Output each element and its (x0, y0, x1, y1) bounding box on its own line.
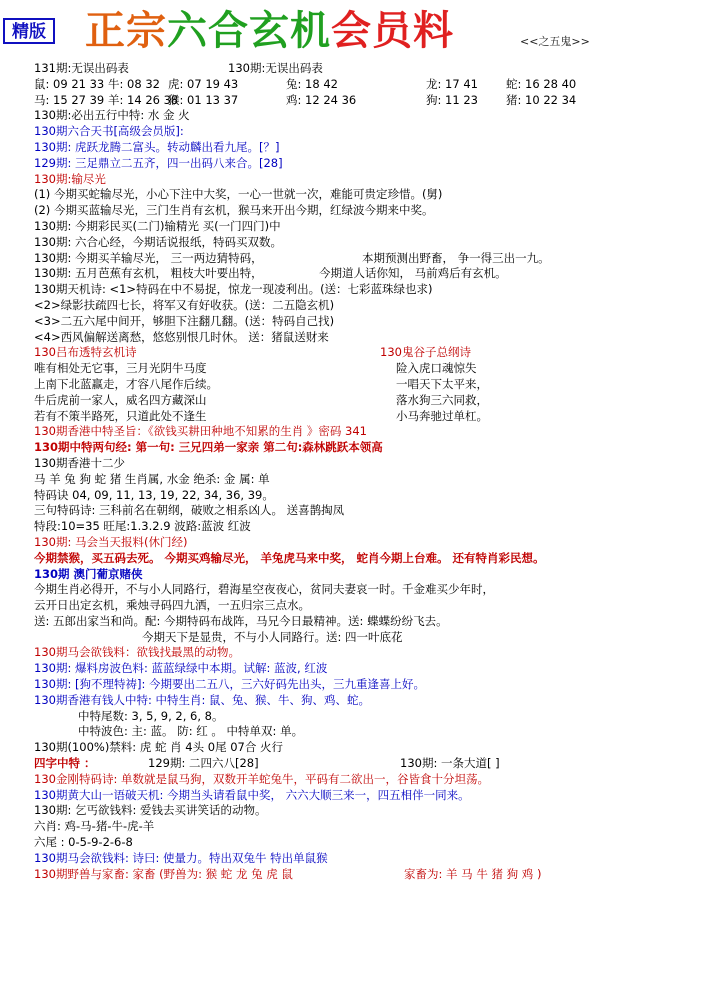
beggar-line: 130期: 乞丐欲钱料: 爱钱去买讲笑话的动物。 (34, 803, 267, 818)
lose-all-line-2: (2) 今期买蓝输尽光，三门生肖有玄机，猴马来开出今期，红绿波今期来中奖。 (34, 203, 434, 218)
lubu-poem-line: 唯有相处无它事，三月光阴牛马度 (34, 361, 207, 376)
five-elements-line: 130期:必出五行中特: 水 金 火 (34, 108, 190, 123)
three-line-poem: 三句特码诗: 三科前名在朝纲，破败之相系凶人。 送喜鹊掏凤 (34, 503, 345, 518)
banana-line: 130期: 五月芭蕉有玄机， 粗枝大叶要出特， 今期道人话你知， 马前鸡后有玄机。 (34, 266, 507, 281)
jockey-poem-line: 130期马会欲钱料: 诗曰: 使量力。特出双兔牛 特出单鼠猴 (34, 850, 328, 865)
macau-line-3: 送: 五郎出家当和尚。配: 今期特码布战阵，马兄今日最精神。送: 蝶蝶纷纷飞去。 (34, 613, 448, 628)
sheep-line: 130期: 今期买羊输尽光， 三一两边猜特码， 本期预测出野畜， 争一得三出一九。 (34, 250, 550, 265)
poem-line (34, 377, 698, 393)
zodiac-cell: 猴: 01 13 37 (168, 92, 239, 107)
poem-line (34, 361, 698, 377)
two-sentence-sutra: 130期中特两句经: 第一句: 三兄四弟一家亲 第二句:森林跳跃本领高 (34, 440, 383, 455)
vajra-poem-line: 130金刚特码诗: 单数就是鼠马狗，双数开羊蛇兔牛，平码有二欲出一，谷皆食十分坦荡。 (34, 771, 489, 786)
six-zodiac-line: 六肖: 鸡-马-猪-牛-虎-羊 (34, 819, 155, 834)
macau-heading: 130期 澳门葡京赌侠 (34, 566, 143, 581)
lubu-poem-line: 上南下北蓝赢走，才容八尾作后续。 (34, 376, 218, 391)
tianshu-129: 129期: 三足鼎立二五齐，四一出码八来合。[28] (34, 155, 283, 170)
macau-line-4: 今期天下是显贵，不与小人同路行。送: 四一叶底花 (142, 629, 403, 644)
premium-badge: 精版 (3, 18, 55, 44)
poem-block (34, 361, 698, 424)
macau-line-2: 云开日出定玄机，乘烛寻码四九洒，一五归宗三点水。 (34, 598, 310, 613)
poem-line (34, 409, 698, 425)
tianshu-130: 130期: 虎跃龙腾二富头。转动麟出看九尾。[？] (34, 139, 280, 154)
content-body (34, 61, 698, 882)
lubu-poem-line: 若有不策半路死，只道此处不逢生 (34, 408, 207, 423)
lose-all-heading: 130期:输尽光 (34, 171, 106, 186)
four-char-line: 四字中特 ： 129期: 二四六八[28] 130期: 一条大道[ ] (34, 756, 500, 771)
liuhe-tianshu-heading: 130期六合天书[高级会员版]: (34, 124, 184, 139)
heaven-poem-4: <4>西风偏解送离愁，悠悠别恨几时休。 送：猪鼠送财来 (34, 329, 329, 344)
title-char: 合 (208, 7, 249, 54)
title-char: 员 (372, 7, 413, 54)
jockey-money-line: 130期马会欲钱料：欲钱找最黑的动物。 (34, 645, 240, 660)
heaven-poem-2: <2>绿影扶疏四七长，将军又有好收获。(送：二五隐玄机) (34, 297, 335, 312)
rich-man-line: 130期香港有钱人中特: 中特生肖: 鼠、兔、猴、牛、狗、鸡、蛇。 (34, 692, 371, 707)
zodiac-cell: 狗: 11 23 (426, 92, 478, 107)
title-char: 会 (331, 7, 372, 54)
zodiac-row-2 (34, 93, 698, 109)
title-char: 宗 (126, 7, 167, 54)
poem-headings (34, 345, 698, 361)
zodiac-cell: 猪: 10 22 34 (506, 92, 577, 107)
zodiac-cell: 羊: 14 26 38 (108, 92, 179, 107)
xiumen-text: 今期禁猴，买五码去死。 今期买鸡输尽光， 羊兔虎马来中奖， 蛇肖今期上台难。 还有特肖彩民想。 (34, 550, 545, 565)
guiguzi-poem-line: 小马奔驰过单杠。 (396, 408, 488, 423)
hk-twelve-heading: 130期香港十二少 (34, 455, 125, 470)
zodiac-cell: 兔: 18 42 (286, 76, 338, 91)
gou-buli-line: 130期: [狗不理特祷]: 今期要出二五八，三六好码先出头，三九重逢喜上好。 (34, 677, 425, 692)
title-char: 玄 (249, 7, 290, 54)
beast-livestock-line: 130期野兽与家畜: 家畜 (野兽为: 猴 蛇 龙 兔 虎 鼠 家畜为: 羊 马 牛 猪 狗 鸡 ) (34, 866, 542, 881)
color-wave-line: 130期: 爆料房波色料: 蓝蓝绿绿中本期。试解: 蓝波, 红波 (34, 661, 328, 676)
tail-numbers-line: 中特尾数: 3, 5, 9, 2, 6, 8。 (78, 708, 224, 723)
guiguzi-poem-heading: 130鬼谷子总纲诗 (380, 345, 471, 360)
special-code-formula: 特码诀 04, 09, 11, 13, 19, 22, 34, 36, 39。 (34, 487, 274, 502)
hk-twelve-zodiac: 马 羊 兔 狗 蛇 猪 生肖属, 水金 绝杀: 金 属: 单 (34, 471, 270, 486)
zodiac-cell: 龙: 17 41 (426, 76, 478, 91)
code-table-131-label: 131期:无误出码表 (34, 61, 129, 75)
code-table-header (34, 61, 698, 77)
title-char: 六 (167, 7, 208, 54)
lubu-poem-line: 牛后虎前一家人，威名四方藏深山 (34, 392, 207, 407)
zodiac-cell: 蛇: 16 28 40 (506, 76, 577, 91)
edition-tag: <<之五鬼>> (520, 35, 590, 48)
zodiac-cell: 马: 15 27 39 (34, 92, 105, 107)
six-tail-line: 六尾 : 0-5-9-2-6-8 (34, 835, 133, 850)
guiguzi-poem-line: 一唱天下太平来， (396, 376, 488, 391)
code-table-130-label: 130期:无误出码表 (228, 61, 323, 75)
lottery-gate-line: 130期: 今期彩民买(二门)输精光 买(一门四门)中 (34, 218, 281, 233)
macau-line-1: 今期生肖必得开，不与小人同路行，碧海星空夜夜心，贫同夫妻哀一时。千金难买少年时， (34, 582, 494, 597)
huang-dashan-line: 130期黄大山一语破天机: 今期当头请看鼠中奖， 六六大顺三来一，四五相伴一同来。 (34, 787, 470, 802)
heaven-poem-1: 130期天机诗: <1>特码在中不易捉，惊龙一现凌利出。(送：七彩蓝珠绿也求) (34, 282, 433, 297)
zodiac-cell: 牛: 08 32 (108, 76, 160, 91)
guiguzi-poem-line: 落水狗三六同救， (396, 392, 488, 407)
poem-line (34, 393, 698, 409)
special-segment: 特段:10=35 旺尾:1.3.2.9 波路:蓝波 红波 (34, 519, 251, 534)
banned-line: 130期(100%)禁料: 虎 蛇 肖 4头 0尾 07合 火行 (34, 740, 284, 755)
zodiac-row-1 (34, 77, 698, 93)
heart-sutra-line: 130期: 六合心经，今期话说报纸，特码买双数。 (34, 234, 282, 249)
wave-color-line: 中特波色: 主: 蓝。 防: 红 。 中特单双: 单。 (78, 724, 304, 739)
lubu-poem-heading: 130吕布透特玄机诗 (34, 345, 137, 360)
hk-edict: 130期香港中特圣旨：《欲钱买耕田种地不知累的生肖 》密码 341 (34, 424, 367, 439)
title-char: 机 (290, 7, 331, 54)
title-char: 正 (85, 7, 126, 54)
guiguzi-poem-line: 险入虎口魂惊失 (396, 361, 477, 376)
xiumen-heading: 130期: 马会当天报料(休门经) (34, 534, 188, 549)
title-char: 料 (413, 7, 454, 54)
lose-all-line-1: (1) 今期买蛇输尽光，小心下注中大奖，一心一世就一次，难能可贵定珍惜。(舅) (34, 187, 443, 202)
zodiac-cell: 鸡: 12 24 36 (286, 92, 357, 107)
zodiac-cell: 虎: 07 19 43 (168, 76, 239, 91)
zodiac-cell: 鼠: 09 21 33 (34, 76, 105, 91)
heaven-poem-3: <3>二五六尾中间开，够胆下注翻几翻。(送：特码自己找) (34, 313, 335, 328)
page-title (85, 6, 454, 56)
